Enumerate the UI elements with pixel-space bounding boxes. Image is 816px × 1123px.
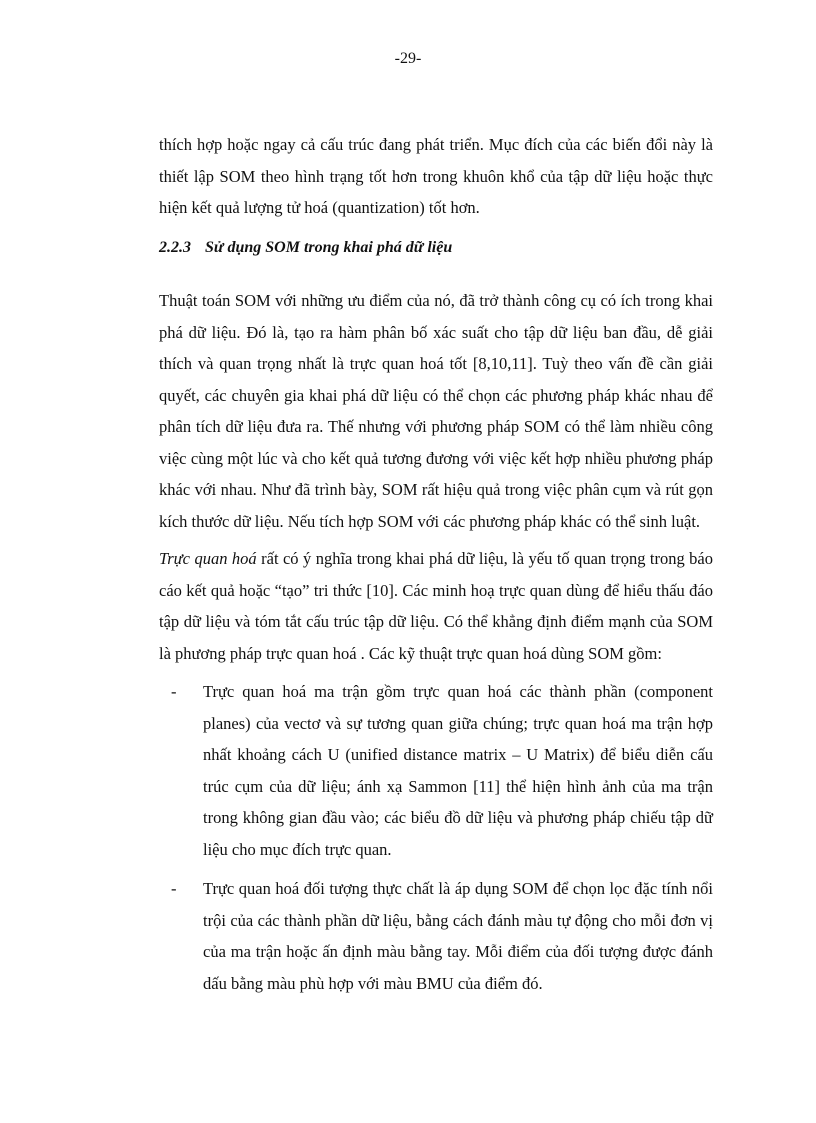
section-number: 2.2.3 (159, 239, 191, 256)
paragraph-visualization-text: rất có ý nghĩa trong khai phá dữ liệu, là yếu tố quan trọng trong báo cáo kết quả hoặc “tạo” tri thức [10]. Các minh hoạ trực quan dùng để hiểu thấu đáo tập dữ liệu và tóm tắt cấu trúc tập dữ liệu. Có thể khẳng định điểm mạnh của SOM là phương pháp trực quan hoá . Các kỹ thuật trực quan hoá dùng SOM gồm: (159, 549, 714, 663)
list-item (159, 873, 713, 999)
list-item-text: Trực quan hoá đối tượng thực chất là áp dụng SOM để chọn lọc đặc tính nổi trội của các thành phần dữ liệu, bằng cách đánh màu tự động cho mỗi đơn vị của ma trận hoặc ấn định màu bằng tay. Mỗi điểm của đối tượng được đánh dấu bằng màu phù hợp với màu BMU của điểm đó. (203, 879, 713, 993)
bullet-marker: - (171, 879, 177, 898)
bullet-list (159, 676, 713, 1007)
paragraph-visualization (159, 543, 713, 669)
bullet-marker: - (171, 682, 177, 701)
section-heading (159, 239, 452, 257)
section-title: Sử dụng SOM trong khai phá dữ liệu (205, 239, 453, 256)
paragraph-som-data-mining: Thuật toán SOM với những ưu điểm của nó, đã trở thành công cụ có ích trong khai phá dữ liệu. Đó là, tạo ra hàm phân bố xác suất cho tập dữ liệu ban đầu, dễ giải thích và quan trọng nhất là trực quan hoá tốt [8,10,11]. Tuỳ theo vấn đề cần giải quyết, các chuyên gia khai phá dữ liệu có thể chọn các phương pháp khác nhau để phân tích dữ liệu đưa ra. Thế nhưng với phương pháp SOM có thể làm nhiều công việc cùng một lúc và cho kết quả tương đương với việc kết hợp nhiều phương pháp khác với nhau. Như đã trình bày, SOM rất hiệu quả trong việc phân cụm và rút gọn kích thước dữ liệu. Nếu tích hợp SOM với các phương pháp khác có thể sinh luật. (159, 291, 713, 531)
list-item (159, 676, 713, 865)
list-item-text: Trực quan hoá ma trận gồm trực quan hoá các thành phần (component planes) của vectơ và sự tương quan giữa chúng; trực quan hoá ma trận hợp nhất khoảng cách U (unified distance matrix – U Matrix) để biểu diễn cấu trúc cụm của dữ liệu; ánh xạ Sammon [11] thể hiện hình ảnh của ma trận trong không gian đầu vào; các biểu đồ dữ liệu và phương pháp chiếu tập dữ liệu cho mục đích trực quan. (203, 682, 713, 859)
paragraph-continuation: thích hợp hoặc ngay cả cấu trúc đang phát triển. Mục đích của các biến đổi này là thiết lập SOM theo hình trạng tốt hơn trong khuôn khổ của tập dữ liệu hoặc thực hiện kết quả lượng tử hoá (quantization) tốt hơn. (159, 135, 713, 217)
italic-term: Trực quan hoá (159, 549, 257, 568)
page-number: -29- (394, 50, 422, 67)
